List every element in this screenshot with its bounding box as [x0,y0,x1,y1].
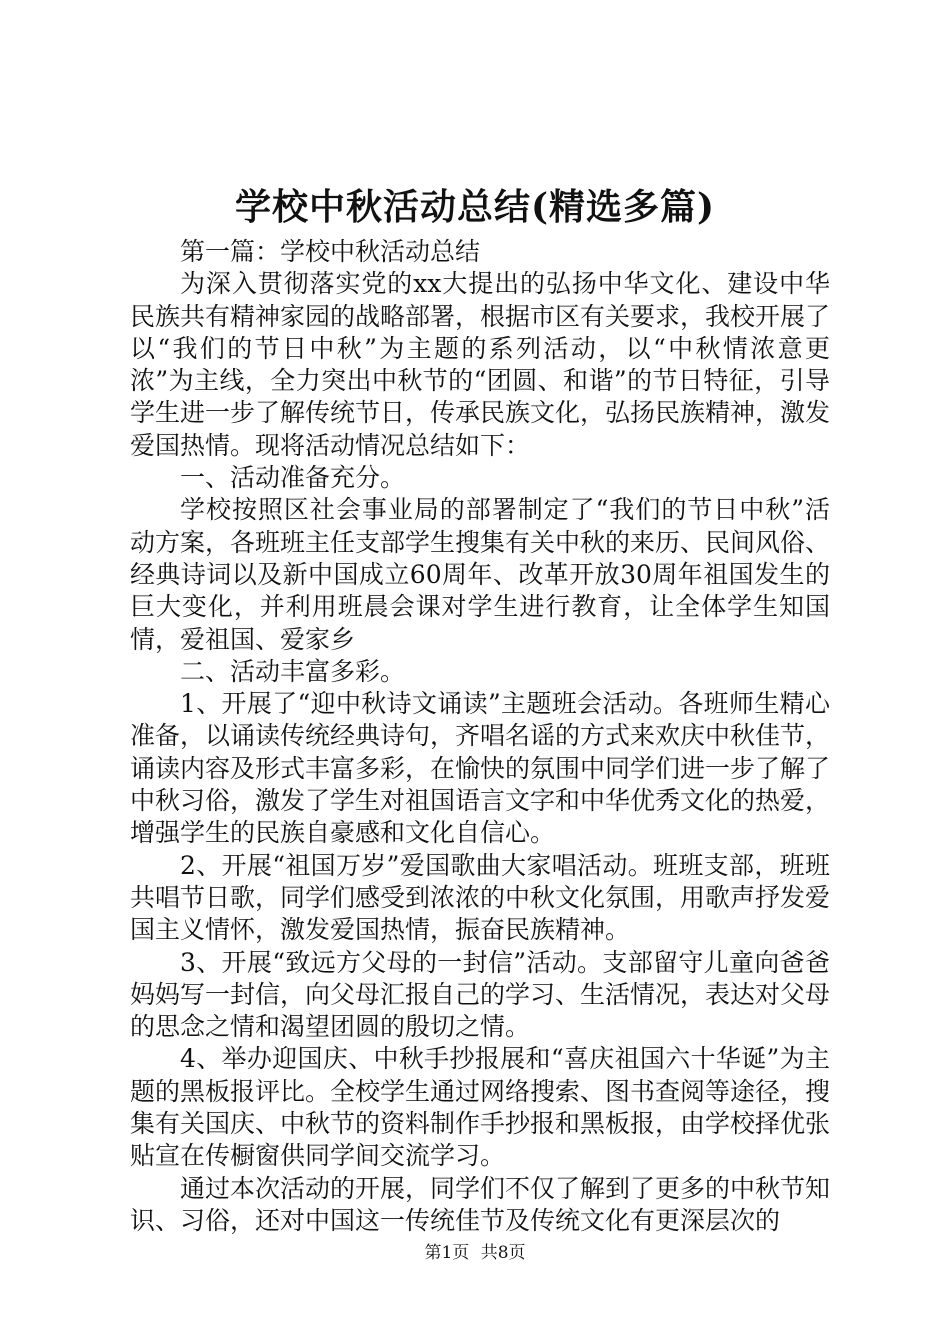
body-paragraph: 通过本次活动的开展，同学们不仅了解到了更多的中秋节知识、习俗，还对中国这一传统佳节及传统文化有更深层次的 [130,1173,831,1235]
section-heading: 二、活动丰富多彩。 [180,656,406,686]
section-heading: 一、活动准备充分。 [180,463,406,493]
body-paragraph: 3、开展“致远方父母的一封信”活动。支部留守儿童向爸爸妈妈写一封信，向父母汇报自己的学习、生活情况，表达对父母的思念之情和渴望团圆的殷切之情。 [130,947,831,1042]
body-paragraph: 4、举办迎国庆、中秋手抄报展和“喜庆祖国六十华诞”为主题的黑板报评比。全校学生通过网络搜索、图书查阅等途径，搜集有关国庆、中秋节的资料制作手抄报和黑板报，由学校择优张贴宣在传橱窗供同学间交流学习。 [130,1044,831,1171]
body-paragraph: 1、开展了“迎中秋诗文诵读”主题班会活动。各班师生精心准备，以诵读传统经典诗句，齐唱名谣的方式来欢庆中秋佳节，诵读内容及形式丰富多彩，在愉快的氛围中同学们进一步了解了中秋习俗，激发了学生对祖国语言文字和中华优秀文化的热爱，增强学生的民族自豪感和文化自信心。 [130,689,831,848]
document-body [130,236,830,1237]
body-paragraph: 2、开展“祖国万岁”爱国歌曲大家唱活动。班班支部，班班共唱节日歌，同学们感受到浓浓的中秋文化氛围，用歌声抒发爱国主义情怀，激发爱国热情，振奋民族精神。 [130,850,831,945]
page-footer [0,1242,950,1264]
page-total: 共8页 [480,1243,526,1263]
body-paragraph: 学校按照区社会事业局的部署制定了“我们的节日中秋”活动方案，各班班主任支部学生搜集有关中秋的来历、民间风俗、经典诗词以及新中国成立60周年、改革开放30周年祖国发生的巨大变化，并利用班晨会课对学生进行教育，让全体学生知国情，爱祖国、爱家乡 [130,495,831,654]
document-title: 学校中秋活动总结(精选多篇) [234,186,716,228]
body-paragraph: 为深入贯彻落实党的xx大提出的弘扬中华文化、建设中华民族共有精神家园的战略部署，根据市区有关要求，我校开展了以“我们的节日中秋”为主题的系列活动，以“中秋情浓意更浓”为主线，全力突出中秋节的“团圆、和谐”的节日特征，引导学生进一步了解传统节日，传承民族文化，弘扬民族精神，激发爱国热情。现将活动情况总结如下： [130,269,831,460]
page-number: 第1页 [424,1243,470,1263]
section-heading: 第一篇：学校中秋活动总结 [180,237,481,266]
